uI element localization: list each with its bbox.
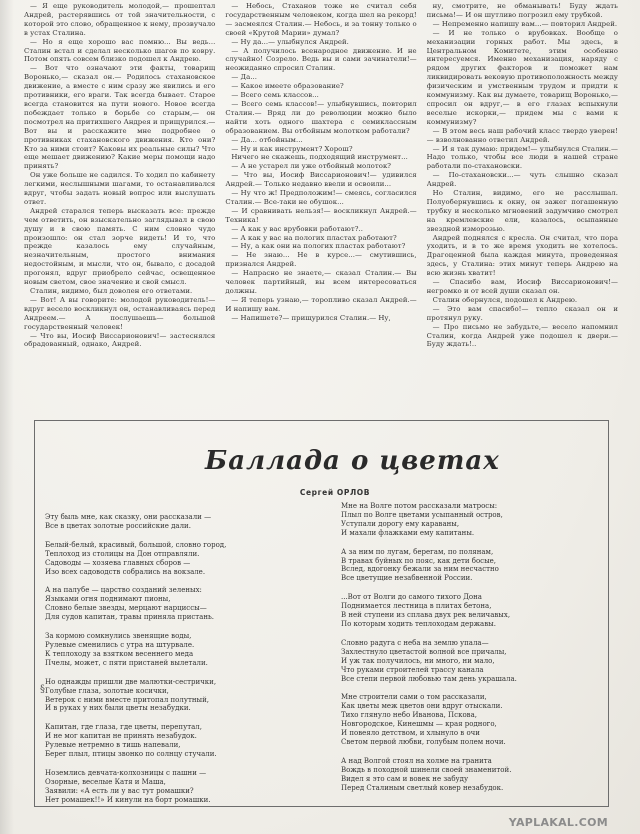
poem-line: Видел я это сам и вовек не забуду — [341, 774, 469, 783]
poem-line: Берег плыл, птицы звонко по солнцу стучали. — [45, 750, 217, 759]
article-paragraph: Он уже больше не садился. То ходил по кабинету легкими, неслышными шагами, то останавливался вдруг, чтобы задать новый вопрос или выслушать ответ. — [24, 171, 216, 206]
poem-line: Озорные, веселые Катя и Маша, — [45, 777, 166, 786]
article-paragraph: — И не только о врубовках. Вообще о механизации горных работ. Мы здесь, в Центральном Комитете, этим особенно интересуемся. Именно механизация, наряду с рядом других факторов и поможет нам ликвидировать вековую противоположность между физическим и умственным трудом и придти к коммунизму. Как вы думаете, товарищ Воронько,— спросил он вдруг,— в его глазах вспыхнули веселые искорки,— придем мы с вами к коммунизму? — [426, 28, 618, 126]
poem-line: Перед Сталиным светлый ковер незабудок. — [341, 783, 504, 792]
poem-line: И в руках у них были цветы незабудки. — [45, 704, 191, 713]
poem-line: Что руками строителей трассу канала — [341, 665, 484, 674]
poem-line: Рулевые сменились с утра на штурвале. — [45, 640, 195, 649]
poem-line: Эту быль мне, как сказку, они рассказали — — [45, 513, 212, 521]
poem-line: Капитан, где глаза, где цветы, перепутал, — [45, 723, 202, 732]
article-paragraph: — И я так думаю: придем!— улыбнулся Сталин.— Надо только, чтобы все люди в нашей стране работали по-стахановски. — [426, 144, 618, 171]
article-paragraph: — А не устарел ли уже отбойный молоток? — [231, 162, 392, 171]
article-paragraph: — А как у вас на пологих пластах работают? — [231, 233, 397, 242]
article-paragraph: — Что вы, Иосиф Виссарионович!— застеснялся обрадованный, однако, Андрей. — [24, 331, 216, 349]
poem-stanza — [341, 593, 596, 629]
poem-stanza — [45, 678, 300, 714]
poem-author: Сергей ОРЛОВ — [299, 488, 371, 497]
poem-line: А на палубе — царство созданий зеленых: — [45, 586, 202, 595]
poem-line: В травах буйных по пояс, как дети босые, — [341, 556, 497, 565]
article-paragraph: Сталин, видимо, был доволен его ответами. — [30, 287, 193, 295]
article-paragraph: — Непременно напишу вам...— повторил Андрей. — [432, 19, 618, 28]
poem-line: Светом первой любви, голубым полем ночи. — [341, 737, 506, 746]
poem-stanza — [341, 757, 596, 793]
article-paragraph: Сталин обернулся, подошел к Андрею. — [432, 295, 578, 304]
poem-line: Уступали дорогу ему караваны, — [341, 519, 460, 528]
article-paragraph: — Спасибо вам, Иосиф Виссарионович!— негромко и от всей души сказал он. — [426, 278, 618, 295]
poem-line: А над Волгой стоял на холме на гранита — [341, 756, 492, 765]
poem-line: Мне строители сами о том рассказали, — [341, 693, 487, 702]
poem-line: Рулевые нетремно в тишь напевали, — [45, 741, 181, 750]
poem-line: Поднимается лестница в плитах бетона, — [341, 602, 492, 611]
article-paragraph: — Небось, Стаханов тоже не считал себя государственным человеком, когда шел на рекорд!— засмеялся Сталин.— Небось, и за тонну только о своей «Крутой Марии» думал? — [225, 2, 417, 37]
poem-line: Все степи первой любовью там день украшала. — [341, 674, 517, 683]
poem-stanza — [45, 586, 300, 622]
article-paragraph: ну, смотрите, не обманывать! Буду ждать письма!— И он шутливо погрозил ему трубкой. — [426, 2, 618, 19]
poem-title: Баллада о цветах — [205, 446, 500, 476]
article-paragraph: — Что вы, Иосиф Виссарионович!— удивился Андрей.— Только недавно ввели и освоили... — [225, 171, 417, 189]
poem-line: Тихо глянуло небо Иванова, Пскова, — [341, 711, 478, 720]
poem-line: Вслед, вдогонку бежали за ним несчастно — [341, 565, 499, 574]
poem-line: Все цветущие незабвенной России. — [341, 574, 473, 583]
poem-line: Но однажды пришли две малютки-сестрички, — [45, 677, 217, 686]
article-paragraph: — Напрасно не знаете,— сказал Сталин.— Вы человек партийный, вы всем интересоваться должны. — [225, 269, 417, 295]
article-paragraph: Ничего не скажешь, подходящий инструмент... — [231, 153, 408, 162]
poem-stanza — [45, 769, 300, 805]
article-paragraph: — Вот что означают эти факты, товарищ Воронько,— сказал он.— Родилось стахановское движение, а вместе с ним сразу же явились и его противники, его враги. Так всегда бывает. Старое всегда становится на пути нового. Новое всегда побеждает только в борьбе со старым,— он посмотрел на притихшего Андрея и прищурился.— Вот вы и расскажите мне подробнее о противниках стахановского движения. Кто они? Кто за ними стоит? Каковы их реальные силы? Что еще мешает движению? Какие меры помощи надо принять? — [24, 64, 216, 171]
poem-line: Языками огня поднимают пионы, — [45, 595, 171, 604]
poem-line: Теплоход из столицы на Дон отправляли. — [45, 549, 200, 558]
article-paragraph: Андрей поднялся с кресла. Он считал, что пора уходить, и в то же время уходить не хотелось. Драгоценной была каждая минута, проведенная здесь, у Сталина: этих минут теперь Андрею на всю жизнь хватит! — [426, 233, 618, 278]
poem-stanza — [45, 632, 300, 668]
poem-line: ...Вот от Волги до самого тихого Дона — [341, 593, 482, 602]
poem-line: Для судов капитан, травы приняла пристань. — [45, 613, 215, 622]
article-paragraph: — По-стахановски...— чуть слышно сказал Андрей. — [426, 171, 618, 189]
poem-line: А за ним по лугам, берегам, по полянам, — [341, 547, 494, 556]
poem-stanza — [341, 693, 596, 746]
article-paragraph: — Всего семь классов!— улыбнувшись, повторил Сталин.— Вряд ли до революции можно было найти хоть одного шахтера с семиклассным образованием. Вы отбойным молотком работали? — [225, 99, 417, 135]
article-paragraph: — Это вам спасибо!— тепло сказал он и протянул руку. — [426, 304, 618, 322]
article-paragraph: — Какое имеете образование? — [231, 82, 344, 91]
poem-line: Изо всех садоводств собрались на вокзале. — [45, 567, 206, 576]
article-paragraph: — Ну, а как они на пологих пластах работают? — [231, 242, 406, 251]
poem-line: И махали флажками ему капитаны. — [341, 528, 475, 537]
poem-line: Нет ромашек!!» И кинули на борт ромашки. — [45, 795, 211, 804]
poem-line: Плыл по Волге цветами усыпанный остров, — [341, 510, 503, 519]
poem-stanza — [45, 513, 300, 531]
article-paragraph: — Ну и как инструмент? Хорош? — [231, 144, 353, 153]
article-columns — [24, 2, 618, 406]
poem-line: Новгородское, Кинешмы — края родного, — [341, 720, 497, 729]
poem-line: Ветерок с ними вместе притопал полутный, — [45, 695, 209, 704]
article-paragraph: — Да... — [231, 73, 258, 82]
poem-stanza — [341, 548, 596, 584]
article-paragraph: — Напишете?— прищурился Сталин.— Ну, — [231, 313, 391, 322]
poem-line: За кормою сомкнулись звенящие воды, — [45, 632, 192, 641]
poem-line: И повеяло детством, и хлынуло в очи — [341, 729, 480, 738]
article-paragraph: — Но я еще хорошо вас помню... Вы ведь... Сталин встал и сделал несколько шагов по ковру. Потом опять совсем близко подошел к Андрею. — [24, 37, 216, 64]
article-paragraph: — Ну да...— улыбнулся Андрей. — [231, 37, 349, 46]
poem-line: Захлестнуло цветастой волной все причалы, — [341, 647, 507, 656]
poem-line: Вождь в походной шинели своей знаменитой. — [341, 765, 512, 774]
article-paragraph: — Вот! А вы говорите: молодой руководитель!— вдруг весело воскликнул он, останавливаясь перед Андреем.— А послушаешь— большой государственный человек! — [24, 295, 216, 331]
poem-line: Все в цветах золотые российские дали. — [45, 521, 191, 530]
watermark: YAPLAKAL.COM — [508, 816, 608, 829]
article-paragraph: — Я еще руководитель молодой,— прошептал Андрей, растерявшись от той значительности, с которой это слово, обращенное к нему, прозвучало в устах Сталина. — [24, 2, 216, 37]
poem-line: Заявили: «А есть ли у вас тут ромашки? — [45, 786, 194, 795]
article-paragraph: — Всего семь классов... — [231, 91, 319, 100]
poem-column-right — [341, 502, 596, 802]
article-paragraph: — Не знаю... Не в курсе...— смутившись, признался Андрей. — [225, 251, 417, 269]
page-fold-shadow — [0, 0, 14, 834]
article-paragraph: — А получилось всенародное движение. И не случайно! Созрело. Ведь вы и сами зачинатели!— неожиданно спросил Сталин. — [225, 46, 417, 73]
poem-line: И уж так получилось, ни много, ни мало, — [341, 656, 495, 665]
article-paragraph: — И сравнивать нельзя!— воскликнул Андрей.— Техника! — [225, 206, 417, 224]
poem-line: По которым ходить теплоходам державы. — [341, 619, 496, 628]
poem-line: Мне на Волге потом рассказали матросы: — [341, 502, 498, 510]
poem-frame — [34, 420, 609, 807]
poem-line: Как цветы меж цветов они вдруг отыскали. — [341, 702, 503, 711]
article-paragraph: Андрей старался теперь высказать все: прежде чем ответить, он взыскательно заглядывал в свою душу и в свою память. С ним словно чудо произошло: он стал зорче видеть! И то, что прежде казалось ему случайным, незначительным, простого внимания недостойным, и мысли, что он, бывало, с досадой прогонял, вдруг приобрело сейчас, освещенное новым светом, свое значение и свой смысл. — [24, 206, 216, 287]
poem-line: Садоводы — хозяева главных сборов — — [45, 558, 191, 567]
poem-line: Белый-белый, красивый, большой, словно город, — [45, 540, 227, 549]
poem-stanza — [341, 639, 596, 684]
poem-column-left — [45, 513, 300, 815]
binding-clip-icon: § — [40, 684, 45, 695]
article-paragraph: — Ну что ж! Предположим!— смеясь, согласился Сталин.— Все-таки не обушок... — [225, 189, 417, 206]
poem-stanza — [45, 723, 300, 759]
poem-line: Пчелы, может, с пяти пристаней вылетали. — [45, 658, 208, 667]
article-paragraph: — В этом весь наш рабочий класс твердо уверен!— взволнованно ответил Андрей. — [426, 126, 618, 144]
poem-line: Словно белые звезды, мерцают нарциссы— — [45, 604, 207, 613]
article-paragraph: — А как у вас врубовки работают?.. — [231, 224, 363, 233]
poem-line: Ноземлись девчата-колхозницы с пашни — — [45, 768, 207, 777]
poem-line: К теплоходу за взятком весеннего меда — [45, 649, 194, 658]
poem-line: В ней ступени из сплава двух рек величавых, — [341, 611, 511, 620]
poem-stanza — [45, 541, 300, 577]
poem-line: Голубые глаза, золотые косички, — [45, 686, 169, 695]
poem-stanza — [341, 502, 596, 538]
article-paragraph: — Да... отбойным... — [231, 135, 303, 144]
article-paragraph: — Про письмо не забудьте,— весело напомнил Сталин, когда Андрей уже подошел к двери.— Буду ждать!.. — [426, 322, 618, 349]
poem-line: И не мог капитан не принять незабудок. — [45, 732, 197, 741]
article-paragraph: Но Сталин, видимо, его не расслышал. Полуобернувшись к окну, он зажег погашенную трубку и несколько мгновений задумчиво смотрел на кремлевские ели, казалось, осыпанные звездной изморозью. — [426, 189, 618, 233]
poem-line: Словно радуга с неба на землю упала— — [341, 638, 489, 647]
article-column-3 — [427, 2, 618, 406]
article-column-2 — [225, 2, 416, 406]
article-paragraph: — Я теперь узнаю,— торопливо сказал Андрей.— И напишу вам. — [225, 295, 417, 313]
article-column-1 — [24, 2, 215, 406]
